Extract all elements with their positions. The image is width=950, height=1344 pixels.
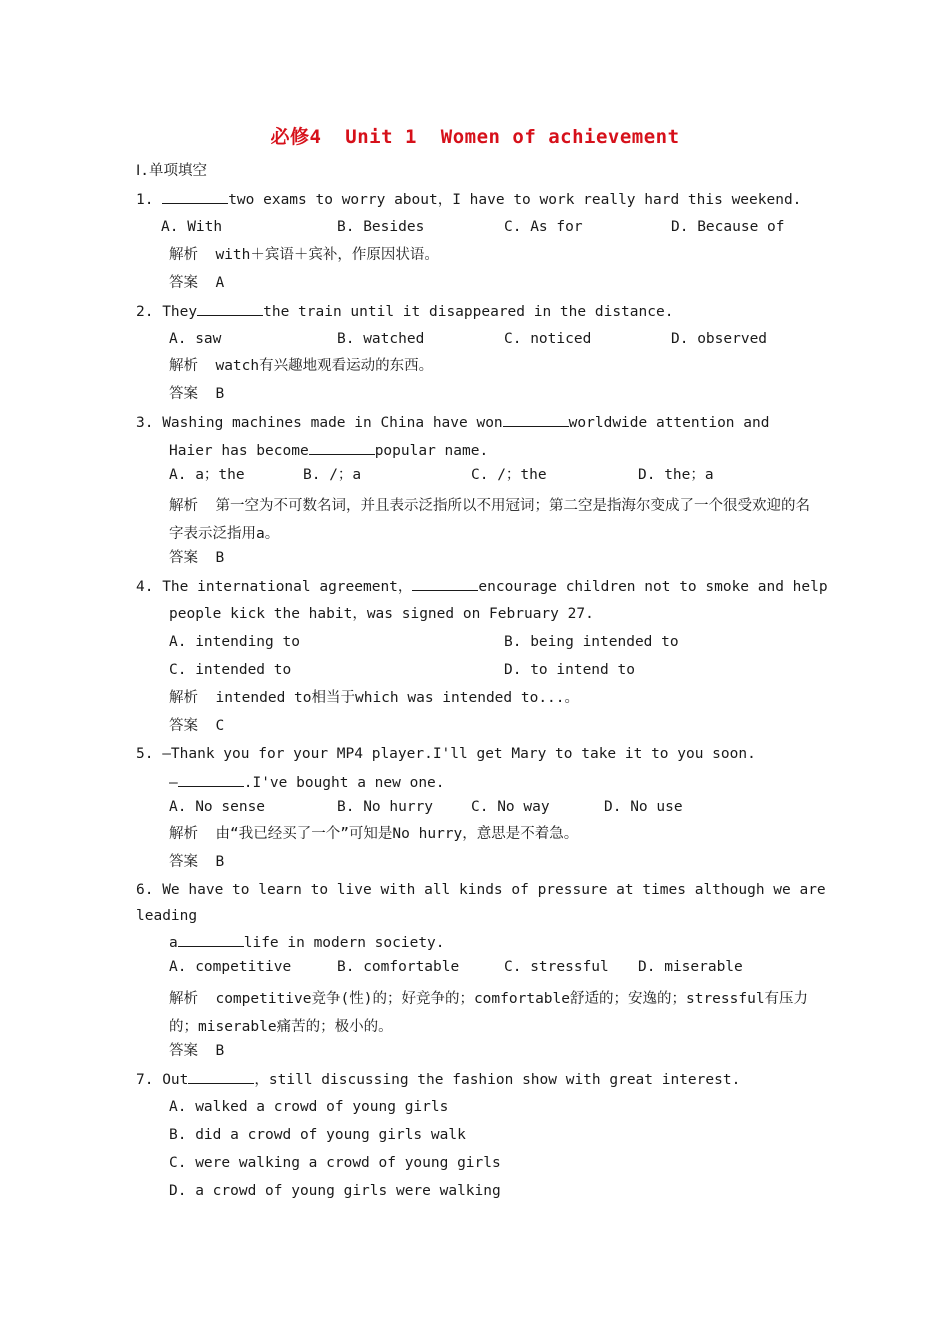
option-a: A. intending to bbox=[169, 634, 300, 650]
question-number: 2. bbox=[136, 304, 154, 320]
option-c: C. noticed bbox=[504, 331, 592, 347]
option-c: C. /；the bbox=[471, 467, 547, 483]
explanation-text: watch有兴趣地观看运动的东西。 bbox=[215, 358, 434, 374]
answer-value: B bbox=[215, 1043, 225, 1059]
explanation-label: 解析 bbox=[169, 358, 198, 374]
explanation-label: 解析 bbox=[169, 498, 198, 514]
section-heading: Ⅰ.单项填空 bbox=[136, 163, 208, 179]
explanation-label: 解析 bbox=[169, 690, 198, 706]
question-6-line-2: a life in modern society. bbox=[169, 932, 445, 953]
question-4: 4. The international agreement， encourage children not to smoke and help bbox=[136, 576, 828, 597]
explanation-text: 第一空为不可数名词，并且表示泛指所以不用冠词；第二空是指海尔变成了一个很受欢迎的名字表示泛指用a。 bbox=[169, 498, 810, 542]
option-b: B. comfortable bbox=[337, 959, 460, 975]
explanation-text: competitive竞争(性)的；好竞争的；comfortable舒适的；安逸的；stressful有压力的；miserable痛苦的；极小的。 bbox=[169, 991, 809, 1035]
answer-blank bbox=[178, 932, 244, 947]
option-c: C. As for bbox=[504, 219, 583, 235]
option-b: B. No hurry bbox=[337, 799, 434, 815]
answer-value: B bbox=[215, 386, 225, 402]
option-a: A. walked a crowd of young girls bbox=[169, 1099, 449, 1115]
question-6-line-1b: leading bbox=[136, 908, 198, 924]
explanation bbox=[169, 245, 439, 265]
option-c: C. were walking a crowd of young girls bbox=[169, 1155, 501, 1171]
answer-label: 答案 bbox=[169, 718, 198, 734]
option-c: C. stressful bbox=[504, 959, 609, 975]
option-a: A. No sense bbox=[169, 799, 266, 815]
answer-blank bbox=[503, 412, 569, 427]
explanation bbox=[169, 985, 819, 1041]
question-number: 1. bbox=[136, 192, 154, 208]
explanation-label: 解析 bbox=[169, 991, 198, 1007]
answer-blank bbox=[162, 189, 228, 204]
option-b: B. /；a bbox=[303, 467, 362, 483]
option-d: D. to intend to bbox=[504, 662, 635, 678]
answer bbox=[169, 852, 224, 872]
question-text: worldwide attention and bbox=[568, 415, 770, 431]
option-d: D. miserable bbox=[638, 959, 743, 975]
question-text: the train until it disappeared in the distance. bbox=[263, 304, 674, 320]
question-4-line-2: people kick the habit，was signed on February 27. bbox=[169, 606, 594, 622]
option-d: D. Because of bbox=[671, 219, 785, 235]
option-b: B. Besides bbox=[337, 219, 425, 235]
explanation bbox=[169, 824, 578, 844]
answer bbox=[169, 548, 224, 568]
question-number: 5. bbox=[136, 746, 154, 762]
option-a: A. With bbox=[161, 219, 223, 235]
explanation-text: intended to相当于which was intended to...。 bbox=[215, 690, 580, 706]
answer-blank bbox=[178, 772, 244, 787]
answer-value: B bbox=[215, 854, 225, 870]
option-d: D. the；a bbox=[638, 467, 714, 483]
explanation bbox=[169, 356, 433, 376]
answer bbox=[169, 716, 224, 736]
question-2: 2. They the train until it disappeared in the distance. bbox=[136, 301, 673, 322]
question-number: 6. bbox=[136, 882, 154, 898]
option-d: D. a crowd of young girls were walking bbox=[169, 1183, 501, 1199]
option-c: C. No way bbox=[471, 799, 550, 815]
answer bbox=[169, 273, 224, 293]
answer-value: A bbox=[215, 275, 225, 291]
answer bbox=[169, 1041, 224, 1061]
question-text: two exams to worry about，I have to work really hard this weekend. bbox=[228, 192, 802, 208]
explanation-text: 由“我已经买了一个”可知是No hurry，意思是不着急。 bbox=[215, 826, 579, 842]
question-number: 3. bbox=[136, 415, 154, 431]
answer-label: 答案 bbox=[169, 854, 198, 870]
question-text: —Thank you for your MP4 player.I'll get Mary to take it to you soon. bbox=[162, 746, 756, 762]
answer-label: 答案 bbox=[169, 275, 198, 291]
answer-label: 答案 bbox=[169, 1043, 198, 1059]
question-6 bbox=[136, 880, 826, 900]
question-number: 4. bbox=[136, 579, 154, 595]
option-d: D. observed bbox=[671, 331, 768, 347]
option-a: A. a；the bbox=[169, 467, 245, 483]
explanation bbox=[169, 492, 819, 548]
answer-value: B bbox=[215, 550, 225, 566]
question-text: We have to learn to live with all kinds of pressure at times although we are bbox=[162, 882, 826, 898]
question-7: 7. Out ，still discussing the fashion show with great interest. bbox=[136, 1069, 740, 1090]
question-number: 7. bbox=[136, 1072, 154, 1088]
option-a: A. competitive bbox=[169, 959, 292, 975]
answer-blank bbox=[412, 576, 478, 591]
explanation bbox=[169, 688, 579, 708]
question-text: encourage children not to smoke and help bbox=[478, 579, 828, 595]
answer-value: C bbox=[215, 718, 225, 734]
answer bbox=[169, 384, 224, 404]
explanation-text: with＋宾语＋宾补，作原因状语。 bbox=[215, 247, 439, 263]
option-c: C. intended to bbox=[169, 662, 292, 678]
question-3: 3. Washing machines made in China have won worldwide attention and bbox=[136, 412, 769, 433]
question-3-line-2: Haier has become popular name. bbox=[169, 440, 488, 461]
question-5-line-2: — .I've bought a new one. bbox=[169, 772, 445, 793]
option-b: B. watched bbox=[337, 331, 425, 347]
answer-blank bbox=[309, 440, 375, 455]
explanation-label: 解析 bbox=[169, 826, 198, 842]
answer-blank bbox=[197, 301, 263, 316]
question-1 bbox=[136, 189, 801, 210]
answer-label: 答案 bbox=[169, 550, 198, 566]
option-b: B. did a crowd of young girls walk bbox=[169, 1127, 466, 1143]
answer-label: 答案 bbox=[169, 386, 198, 402]
option-b: B. being intended to bbox=[504, 634, 679, 650]
question-5 bbox=[136, 744, 756, 764]
question-text: ，still discussing the fashion show with great interest. bbox=[254, 1072, 741, 1088]
page-title: 必修4 Unit 1 Women of achievement bbox=[270, 126, 680, 148]
option-a: A. saw bbox=[169, 331, 222, 347]
explanation-label: 解析 bbox=[169, 247, 198, 263]
answer-blank bbox=[188, 1069, 254, 1084]
option-d: D. No use bbox=[604, 799, 683, 815]
